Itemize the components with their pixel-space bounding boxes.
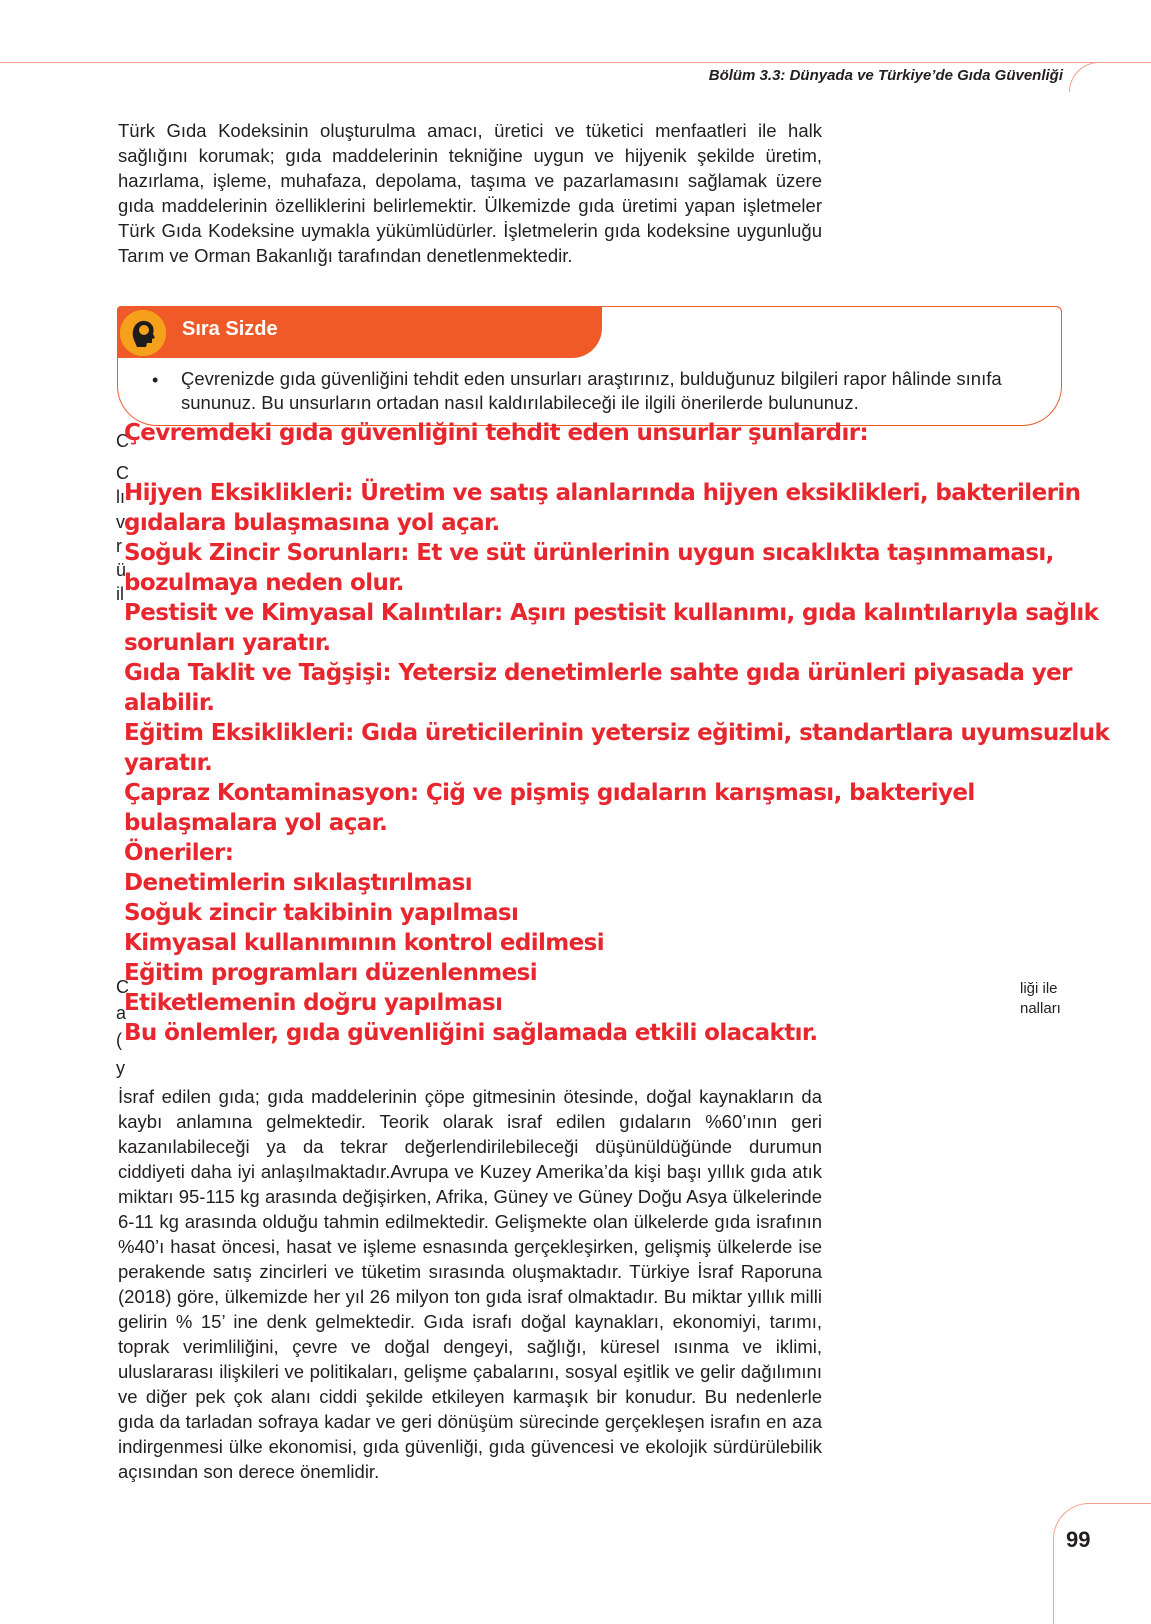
sira-sizde-title: Sıra Sizde [182, 318, 278, 340]
suggestion-item: Kimyasal kullanımının kontrol edilmesi [124, 930, 605, 956]
covered-text-fragment: nalları [1020, 1000, 1061, 1017]
answer-line: sorunları yaratır. [124, 630, 331, 656]
header-rule-curve [1069, 62, 1151, 92]
page-number-frame [1053, 1503, 1151, 1624]
answer-line: yaratır. [124, 750, 213, 776]
covered-text-fragment: C [116, 431, 129, 451]
answer-line: alabilir. [124, 690, 215, 716]
suggestion-item: Denetimlerin sıkılaştırılması [124, 870, 473, 896]
covered-text-fragment: a [116, 1003, 127, 1023]
answer-line: Çapraz Kontaminasyon: Çiğ ve pişmiş gıdaların karışması, bakteriyel [124, 780, 975, 806]
header-rule [0, 62, 1151, 63]
answer-line: bozulmaya neden olur. [124, 570, 404, 596]
page-number: 99 [1066, 1527, 1091, 1552]
covered-text-fragment: lı [116, 487, 125, 507]
suggestion-item: Soğuk zincir takibinin yapılması [124, 900, 519, 926]
answer-line: Soğuk Zincir Sorunları: Et ve süt ürünlerinin uygun sıcaklıkta taşınmaması, [124, 540, 1054, 566]
sira-sizde-text: Çevrenizde gıda güvenliğini tehdit eden unsurları araştırınız, bulduğunuz bilgileri rapor hâlinde sınıfa sununuz. Bu unsurların ortadan nasıl kaldırılabileceği ile ilgili önerilerde bulununuz. [181, 368, 1002, 413]
answer-conclusion: Bu önlemler, gıda güvenliğini sağlamada etkili olacaktır. [124, 1020, 818, 1046]
suggestions-heading: Öneriler: [124, 840, 234, 866]
answer-line: Gıda Taklit ve Tağşişi: Yetersiz denetimlerle sahte gıda ürünleri piyasada yer [124, 660, 1072, 686]
bullet-icon: • [152, 370, 159, 390]
answer-line: Eğitim Eksiklikleri: Gıda üreticilerinin yetersiz eğitimi, standartlara uyumsuzluk [124, 720, 1110, 746]
food-waste-paragraph: İsraf edilen gıda; gıda maddelerinin çöpe gitmesinin ötesinde, doğal kaynakların da kaybı anlamına gelmektedir. Teorik olarak israf edilen gıdaların %60’ının geri kazanılabileceği ya da tekrar değerlendirilebileceği düşünüldüğünde durumun ciddiyeti daha iyi anlaşılmaktadır.Avrupa ve Kuzey Amerika’da kişi başı yıllık gıda atık miktarı 95-115 kg arasında değişirken, Afrika, Güney ve Güney Doğu Asya ülkelerinde 6-11 kg arasında olduğu tahmin edilmektedir. Gelişmekte olan ülkelerde gıda israfının %40’ı hasat öncesi, hasat ve işleme esnasında gerçekleşirken, gelişmiş ülkelerde ise perakende satış zincirleri ve tüketim sırasında oluşmaktadır. Türkiye İsraf Raporuna (2018) göre, ülkemizde her yıl 26 milyon ton gıda israf olmaktadır. Bu miktar yıllık milli gelirin % 15’ ine denk gelmektedir. Gıda israfı doğal kaynakları, ekonomiyi, tarımı, toprak verimliliğini, çevre ve doğal dengeyi, sağlığı, küresel ısınma ve iklimi, uluslararası ilişkileri ve politikaları, gelişme çabalarını, sosyal eşitlik ve gelir dağılımını ve diğer pek çok alanı ciddi şekilde etkileyen karmaşık bir konudur. Bu nedenlerle gıda da tarladan sofraya kadar ve geri dönüşüm sürecinde gerçekleşen israfın en aza indirgenmesi ülke ekonomisi, gıda güvenliği, gıda güvencesi ve ekolojik sürdürülebilik açısından son derece önemlidir. [118, 1086, 822, 1482]
covered-text-fragment: liği ile [1020, 980, 1058, 997]
covered-text-fragment: il [116, 584, 124, 604]
answer-line: gıdalara bulaşmasına yol açar. [124, 510, 500, 536]
covered-text-fragment: r [116, 536, 122, 556]
covered-text-fragment: y [116, 1058, 125, 1078]
answer-line: Pestisit ve Kimyasal Kalıntılar: Aşırı pestisit kullanımı, gıda kalıntılarıyla sağlık [124, 600, 1099, 626]
answer-heading: Çevremdeki gıda güvenliğini tehdit eden unsurlar şunlardır: [124, 420, 869, 446]
answer-line: bulaşmalara yol açar. [124, 810, 388, 836]
chapter-header-title: Bölüm 3.3: Dünyada ve Türkiye’de Gıda Güvenliği [708, 67, 1063, 84]
covered-text-fragment: C [116, 463, 129, 483]
suggestion-item: Etiketlemenin doğru yapılması [124, 990, 503, 1016]
thinking-head-icon [120, 310, 166, 356]
suggestion-item: Eğitim programları düzenlenmesi [124, 960, 538, 986]
covered-text-fragment: v [116, 512, 125, 532]
answer-line: Hijyen Eksiklikleri: Üretim ve satış alanlarında hijyen eksiklikleri, bakterilerin [124, 480, 1081, 506]
covered-text-fragment: ü [116, 560, 127, 580]
covered-text-fragment: C [116, 977, 129, 997]
covered-text-fragment: ( [116, 1030, 122, 1050]
intro-paragraph: Türk Gıda Kodeksinin oluşturulma amacı, üretici ve tüketici menfaatleri ile halk sağlığını korumak; gıda maddelerinin tekniğine uygun ve hijyenik şekilde üretim, hazırlama, işleme, muhafaza, depolama, taşıma ve pazarlamasını sağlamak üzere gıda maddelerinin özelliklerini belirlemektir. Ülkemizde gıda üretimi yapan işletmeler Türk Gıda Kodeksine uymakla yükümlüdürler. İşletmelerin gıda kodeksine uygunluğu Tarım ve Orman Bakanlığı tarafından denetlenmektedir. [118, 120, 822, 266]
